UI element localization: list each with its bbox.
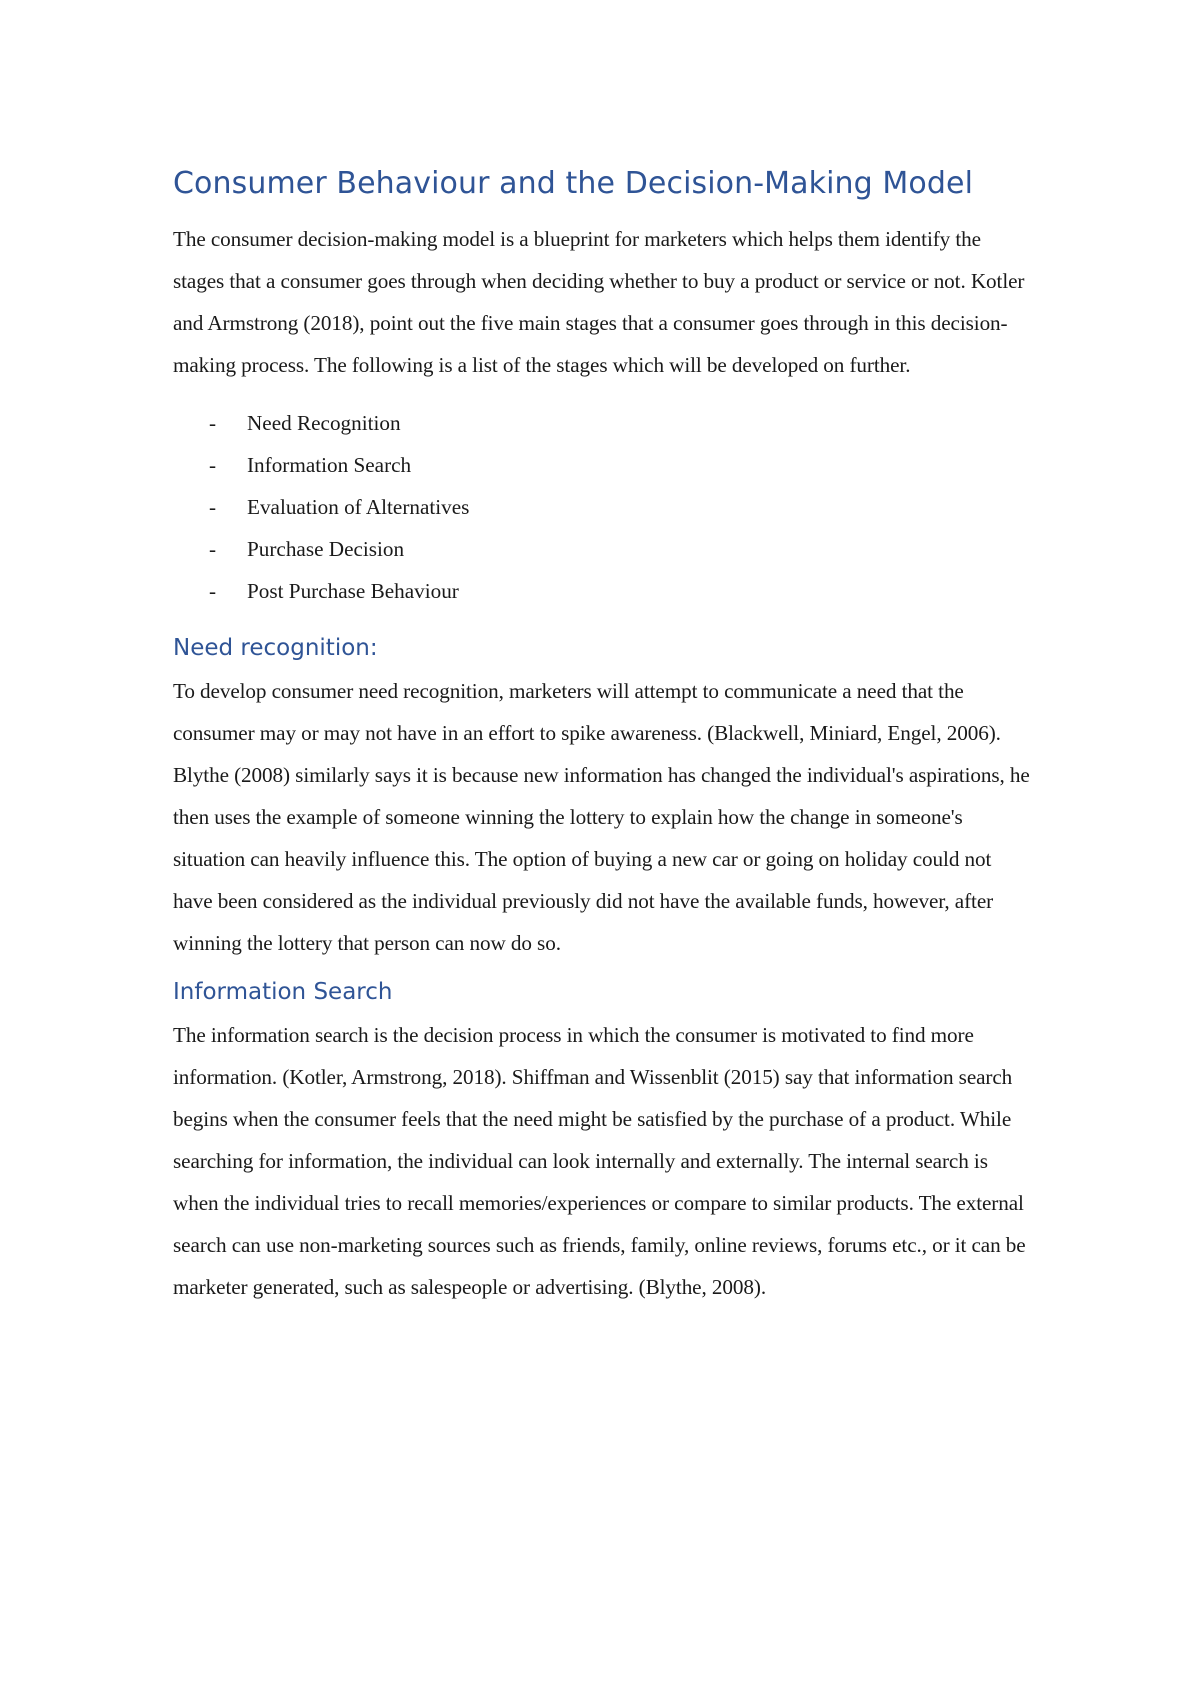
list-bullet: - [209, 495, 217, 519]
stages-list [173, 402, 1035, 612]
intro-paragraph: The consumer decision-making model is a blueprint for marketers which helps them identify the stages that a consumer goes through when deciding whether to buy a product or service or not. Kotler and Armstrong (2018), point out the five main stages that a consumer goes through in this decision-making process. The following is a list of the stages which will be developed on further. [173, 227, 1025, 377]
list-bullet: - [209, 411, 217, 435]
list-bullet: - [209, 579, 217, 603]
list-item-label: Need Recognition [247, 411, 401, 435]
list-item [173, 528, 1035, 570]
list-item-label: Evaluation of Alternatives [247, 495, 470, 519]
section-heading-information-search: Information Search [173, 979, 393, 1005]
section-body-need-recognition: To develop consumer need recognition, marketers will attempt to communicate a need that the consumer may or may not have in an effort to spike awareness. (Blackwell, Miniard, Engel, 2006). Blythe (2008) similarly says it is because new information has changed the individual's aspirations, he then uses the example of someone winning the lottery to explain how the change in someone's situation can heavily influence this. The option of buying a new car or going on holiday could not have been considered as the individual previously did not have the available funds, however, after winning the lottery that person can now do so. [173, 679, 1030, 955]
list-item [173, 570, 1035, 612]
list-item [173, 444, 1035, 486]
list-item-label: Purchase Decision [247, 537, 405, 561]
list-item [173, 402, 1035, 444]
section-heading-need-recognition: Need recognition: [173, 635, 378, 661]
list-item-label: Information Search [247, 453, 412, 477]
list-bullet: - [209, 537, 217, 561]
list-item-label: Post Purchase Behaviour [247, 579, 459, 603]
document-body [173, 164, 1035, 1308]
document-title: Consumer Behaviour and the Decision-Making Model [173, 166, 974, 201]
list-item [173, 486, 1035, 528]
list-bullet: - [209, 453, 217, 477]
section-body-information-search: The information search is the decision process in which the consumer is motivated to find more information. (Kotler, Armstrong, 2018). Shiffman and Wissenblit (2015) say that information search begins when the consumer feels that the need might be satisfied by the purchase of a product. While searching for information, the individual can look internally and externally. The internal search is when the individual tries to recall memories/experiences or compare to similar products. The external search can use non-marketing sources such as friends, family, online reviews, forums etc., or it can be marketer generated, such as salespeople or advertising. (Blythe, 2008). [173, 1023, 1026, 1299]
